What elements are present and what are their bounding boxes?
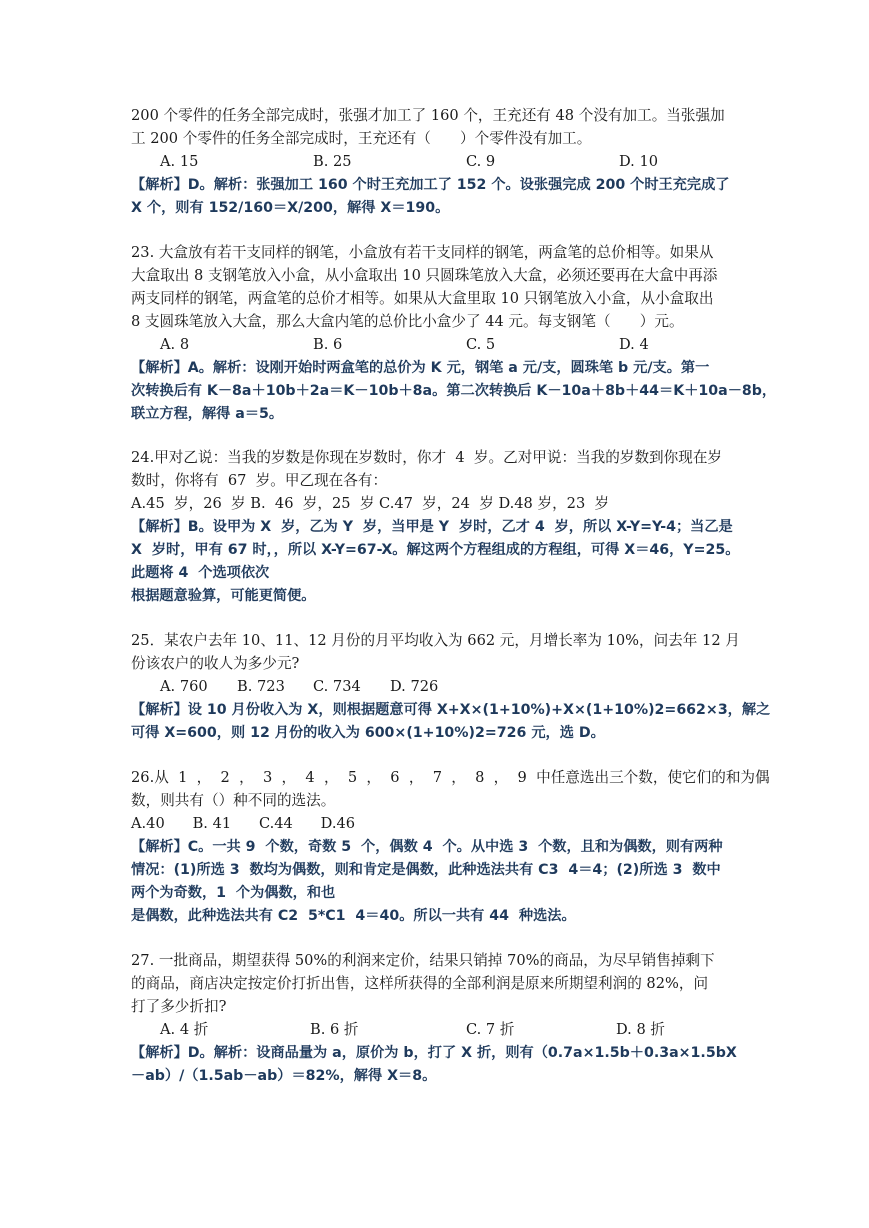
q25-answer-line: 【解析】设 10 月份收入为 X，则根据题意可得 X+X×(1+10%)+X×(1+10%)2=662×3，解之 (131, 702, 771, 718)
q24-answer-line: 此题将 4 个选项依次 (131, 565, 270, 581)
q22-answer-line: 【解析】D。解析：张强加工 160 个时王充加工了 152 个。设张强完成 200 个时王充完成了 (131, 177, 730, 193)
q23-option-d: D. 4 (619, 336, 649, 353)
q24-text-line: 数时，你将有 67 岁。甲乙现在各有： (131, 472, 388, 489)
q24-text-line: 24.甲对乙说：当我的岁数是你现在岁数时，你才 4 岁。乙对甲说：当我的岁数到你现在岁 (131, 449, 723, 466)
q26-answer-line: 情况：(1)所选 3 数均为偶数，则和肯定是偶数，此种选法共有 C3 4＝4；(2)所选 3 数中 (131, 862, 721, 878)
q25-answer-line: 可得 X=600，则 12 月份的收入为 600×(1+10%)2=726 元，选 D。 (131, 725, 605, 741)
q23-text-line: 两支同样的钢笔，两盒笔的总价才相等。如果从大盒里取 10 只钢笔放入小盒，从小盒取出 (131, 290, 714, 307)
q27-option-d: D. 8 折 (616, 1021, 665, 1038)
q23-answer-line: 联立方程，解得 a＝5。 (131, 406, 284, 422)
q23-text-line: 23. 大盒放有若干支同样的钢笔，小盒放有若干支同样的钢笔，两盒笔的总价相等。如果从 (131, 244, 714, 261)
q27-answer-line: 【解析】D。解析：设商品量为 a，原价为 b，打了 X 折，则有（0.7a×1.5b＋0.3a×1.5bX (131, 1045, 737, 1061)
q22-text-line: 200 个零件的任务全部完成时，张强才加工了 160 个，王充还有 48 个没有加工。当张强加 (131, 107, 725, 124)
q23-option-a: A. 8 (160, 336, 190, 353)
q23-text-line: 8 支圆珠笔放入大盒，那么大盒内笔的总价比小盒少了 44 元。每支钢笔（ ）元。 (131, 313, 684, 330)
q26-answer-line: 两个为奇数，1 个为偶数，和也 (131, 885, 336, 901)
q27-text-line: 打了多少折扣? (131, 998, 227, 1015)
q26-options-line: A.40 B. 41 C.44 D.46 (131, 815, 356, 832)
q23-answer-line: 次转换后有 K－8a＋10b＋2a＝K－10b＋8a。第二次转换后 K－10a＋8b＋44＝K＋10a－8b， (131, 383, 777, 399)
q25-option-a: A. 760 (160, 678, 208, 695)
q27-text-line: 27. 一批商品，期望获得 50%的利润来定价，结果只销掉 70%的商品，为尽早销售掉剩下 (131, 952, 715, 969)
q22-option-b: B. 25 (313, 153, 352, 170)
q25-text-line: 份该农户的收人为多少元? (131, 655, 300, 672)
q24-options-line: A.45 岁，26 岁 B. 46 岁，25 岁 C.47 岁，24 岁 D.48 岁，23 岁 (131, 495, 610, 512)
q25-option-d: D. 726 (390, 678, 439, 695)
q24-answer-line: 根据题意验算，可能更简便。 (131, 588, 316, 604)
q25-option-b: B. 723 (237, 678, 285, 695)
q22-text-line: 工 200 个零件的任务全部完成时，王充还有（ ）个零件没有加工。 (131, 130, 592, 147)
q23-option-c: C. 5 (466, 336, 496, 353)
q27-option-b: B. 6 折 (310, 1021, 359, 1038)
q27-text-line: 的商品，商店决定按定价打折出售，这样所获得的全部利润是原来所期望利润的 82%，问 (131, 975, 709, 992)
q24-answer-line: 【解析】B。设甲为 X 岁，乙为 Y 岁，当甲是 Y 岁时，乙才 4 岁，所以 X-Y=Y-4；当乙是 (131, 519, 733, 535)
q27-option-c: C. 7 折 (466, 1021, 515, 1038)
q22-option-d: D. 10 (619, 153, 659, 170)
q23-text-line: 大盒取出 8 支钢笔放入小盒，从小盒取出 10 只圆珠笔放入大盒，必须还要再在大盒中再添 (131, 267, 718, 284)
q26-answer-line: 【解析】C。一共 9 个数，奇数 5 个，偶数 4 个。从中选 3 个数，且和为偶数，则有两种 (131, 839, 723, 855)
q23-answer-line: 【解析】A。解析：设刚开始时两盒笔的总价为 K 元，钢笔 a 元/支，圆珠笔 b 元/支。第一 (131, 360, 710, 376)
q26-text-line: 26.从 1 ， 2 ， 3 ， 4 ， 5 ， 6 ， 7 ， 8 ， 9 中任意选出三个数，使它们的和为偶 (131, 769, 770, 786)
q26-answer-line: 是偶数，此种选法共有 C2 5*C1 4＝40。所以一共有 44 种选法。 (131, 908, 576, 924)
q22-option-a: A. 15 (160, 153, 199, 170)
q26-text-line: 数，则共有（）种不同的选法。 (131, 792, 336, 809)
q23-option-b: B. 6 (313, 336, 343, 353)
q25-text-line: 25．某农户去年 10、11、12 月份的月平均收入为 662 元，月增长率为 10%，问去年 12 月 (131, 632, 740, 649)
q27-option-a: A. 4 折 (160, 1021, 209, 1038)
q22-option-c: C. 9 (466, 153, 496, 170)
q27-answer-line: －ab）/（1.5ab－ab）＝82%，解得 X＝8。 (131, 1068, 437, 1084)
q24-answer-line: X 岁时，甲有 67 时，，所以 X-Y=67-X。解这两个方程组成的方程组，可得 X＝46，Y=25。 (131, 542, 740, 558)
q22-answer-line: X 个，则有 152/160＝X/200，解得 X＝190。 (131, 200, 450, 216)
q25-option-c: C. 734 (313, 678, 361, 695)
